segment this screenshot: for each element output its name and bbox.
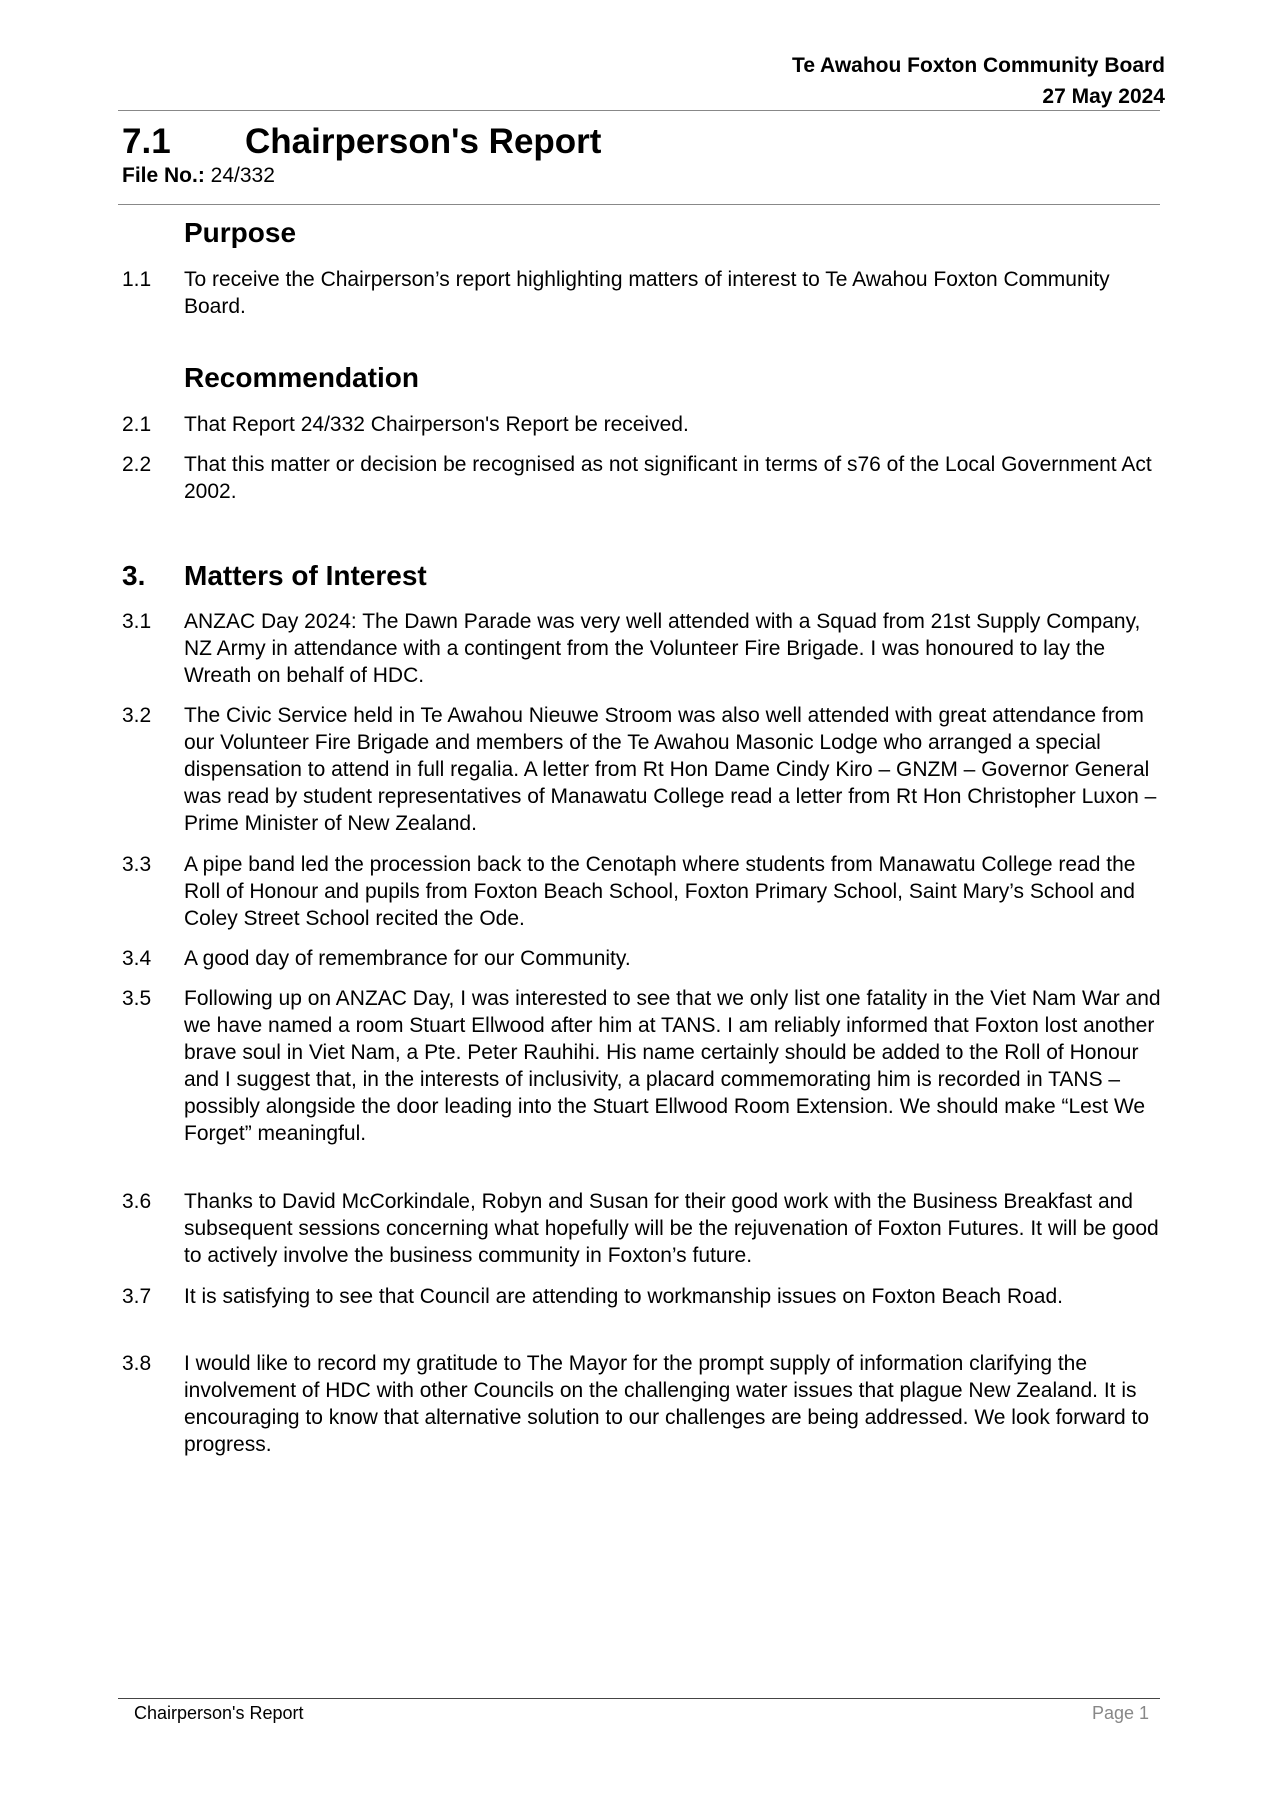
paragraph-text: It is satisfying to see that Council are attending to workmanship issues on Foxton Beach Road. [184, 1285, 1063, 1308]
paragraph-number: 1.1 [122, 268, 152, 291]
paragraph-number: 3.5 [122, 987, 152, 1010]
paragraph-number: 3.6 [122, 1190, 152, 1213]
paragraph-3-3 [122, 851, 1162, 932]
paragraph-number: 2.1 [122, 413, 152, 436]
matters-heading [122, 559, 427, 593]
meeting-date: 27 May 2024 [1042, 85, 1165, 108]
file-number [122, 163, 275, 189]
footer-divider [118, 1698, 1160, 1699]
paragraph-text: To receive the Chairperson’s report highlighting matters of interest to Te Awahou Foxton Community Board. [184, 268, 1110, 318]
file-number-value: 24/332 [204, 164, 275, 187]
recommendation-heading: Recommendation [184, 362, 419, 393]
paragraph-3-2 [122, 702, 1162, 837]
paragraph-number: 3.2 [122, 704, 152, 727]
file-number-label: File No.: [122, 164, 205, 187]
paragraph-text: A good day of remembrance for our Community. [184, 947, 631, 970]
paragraph-number: 3.7 [122, 1285, 152, 1308]
paragraph-1-1 [122, 266, 1162, 320]
paragraph-3-4 [122, 945, 1162, 972]
report-title-text: Chairperson's Report [245, 122, 602, 161]
purpose-heading: Purpose [184, 217, 297, 248]
paragraph-number: 3.8 [122, 1352, 152, 1375]
paragraph-text: That this matter or decision be recognised as not significant in terms of s76 of the Local Government Act 2002. [184, 453, 1152, 503]
header-divider [118, 110, 1160, 111]
paragraph-text: The Civic Service held in Te Awahou Nieuwe Stroom was also well attended with great attendance from our Volunteer Fire Brigade and members of the Te Awahou Masonic Lodge who arranged a special dispensation to attend in full regalia. A letter from Rt Hon Dame Cindy Kiro – GNZM – Governor General was read by student representatives of Manawatu College read a letter from Rt Hon Christopher Luxon – Prime Minister of New Zealand. [184, 704, 1157, 835]
paragraph-text: Thanks to David McCorkindale, Robyn and Susan for their good work with the Business Breakfast and subsequent sessions concerning what hopefully will be the rejuvenation of Foxton Futures. It will be good to actively involve the business community in Foxton’s future. [184, 1190, 1159, 1267]
footer-title: Chairperson's Report [134, 1703, 304, 1723]
report-number: 7.1 [122, 122, 171, 161]
paragraph-text: That Report 24/332 Chairperson's Report be received. [184, 413, 689, 436]
matters-heading-text: Matters of Interest [184, 560, 427, 591]
paragraph-text: I would like to record my gratitude to The Mayor for the prompt supply of information clarifying the involvement of HDC with other Councils on the challenging water issues that plague New Zealand. It is encouraging to know that alternative solution to our challenges are being addressed. We look forward to progress. [184, 1352, 1150, 1456]
paragraph-text: A pipe band led the procession back to the Cenotaph where students from Manawatu College read the Roll of Honour and pupils from Foxton Beach School, Foxton Primary School, Saint Mary’s School and Coley Street School recited the Ode. [184, 853, 1136, 930]
paragraph-2-2 [122, 451, 1162, 505]
paragraph-2-1 [122, 411, 1162, 438]
title-divider [118, 204, 1160, 205]
section-number: 3. [122, 560, 146, 591]
paragraph-3-6 [122, 1188, 1162, 1269]
paragraph-3-1 [122, 608, 1162, 689]
paragraph-3-7 [122, 1283, 1162, 1310]
document-header [792, 50, 1165, 112]
paragraph-text: ANZAC Day 2024: The Dawn Parade was very well attended with a Squad from 21st Supply Company, NZ Army in attendance with a contingent from the Volunteer Fire Brigade. I was honoured to lay the Wreath on behalf of HDC. [184, 610, 1141, 687]
paragraph-number: 3.3 [122, 853, 152, 876]
paragraph-number: 2.2 [122, 453, 152, 476]
report-title [122, 122, 601, 162]
paragraph-number: 3.1 [122, 610, 152, 633]
paragraph-3-5 [122, 985, 1162, 1147]
board-name: Te Awahou Foxton Community Board [792, 54, 1165, 77]
paragraph-text: Following up on ANZAC Day, I was interested to see that we only list one fatality in the Viet Nam War and we have named a room Stuart Ellwood after him at TANS. I am reliably informed that Foxton lost another brave soul in Viet Nam, a Pte. Peter Rauhihi. His name certainly should be added to the Roll of Honour and I suggest that, in the interests of inclusivity, a placard commemorating him is recorded in TANS – possibly alongside the door leading into the Stuart Ellwood Room Extension. We should make “Lest We Forget” meaningful. [184, 987, 1161, 1145]
paragraph-3-8 [122, 1350, 1162, 1458]
page-number: Page 1 [1091, 1703, 1149, 1723]
paragraph-number: 3.4 [122, 947, 152, 970]
